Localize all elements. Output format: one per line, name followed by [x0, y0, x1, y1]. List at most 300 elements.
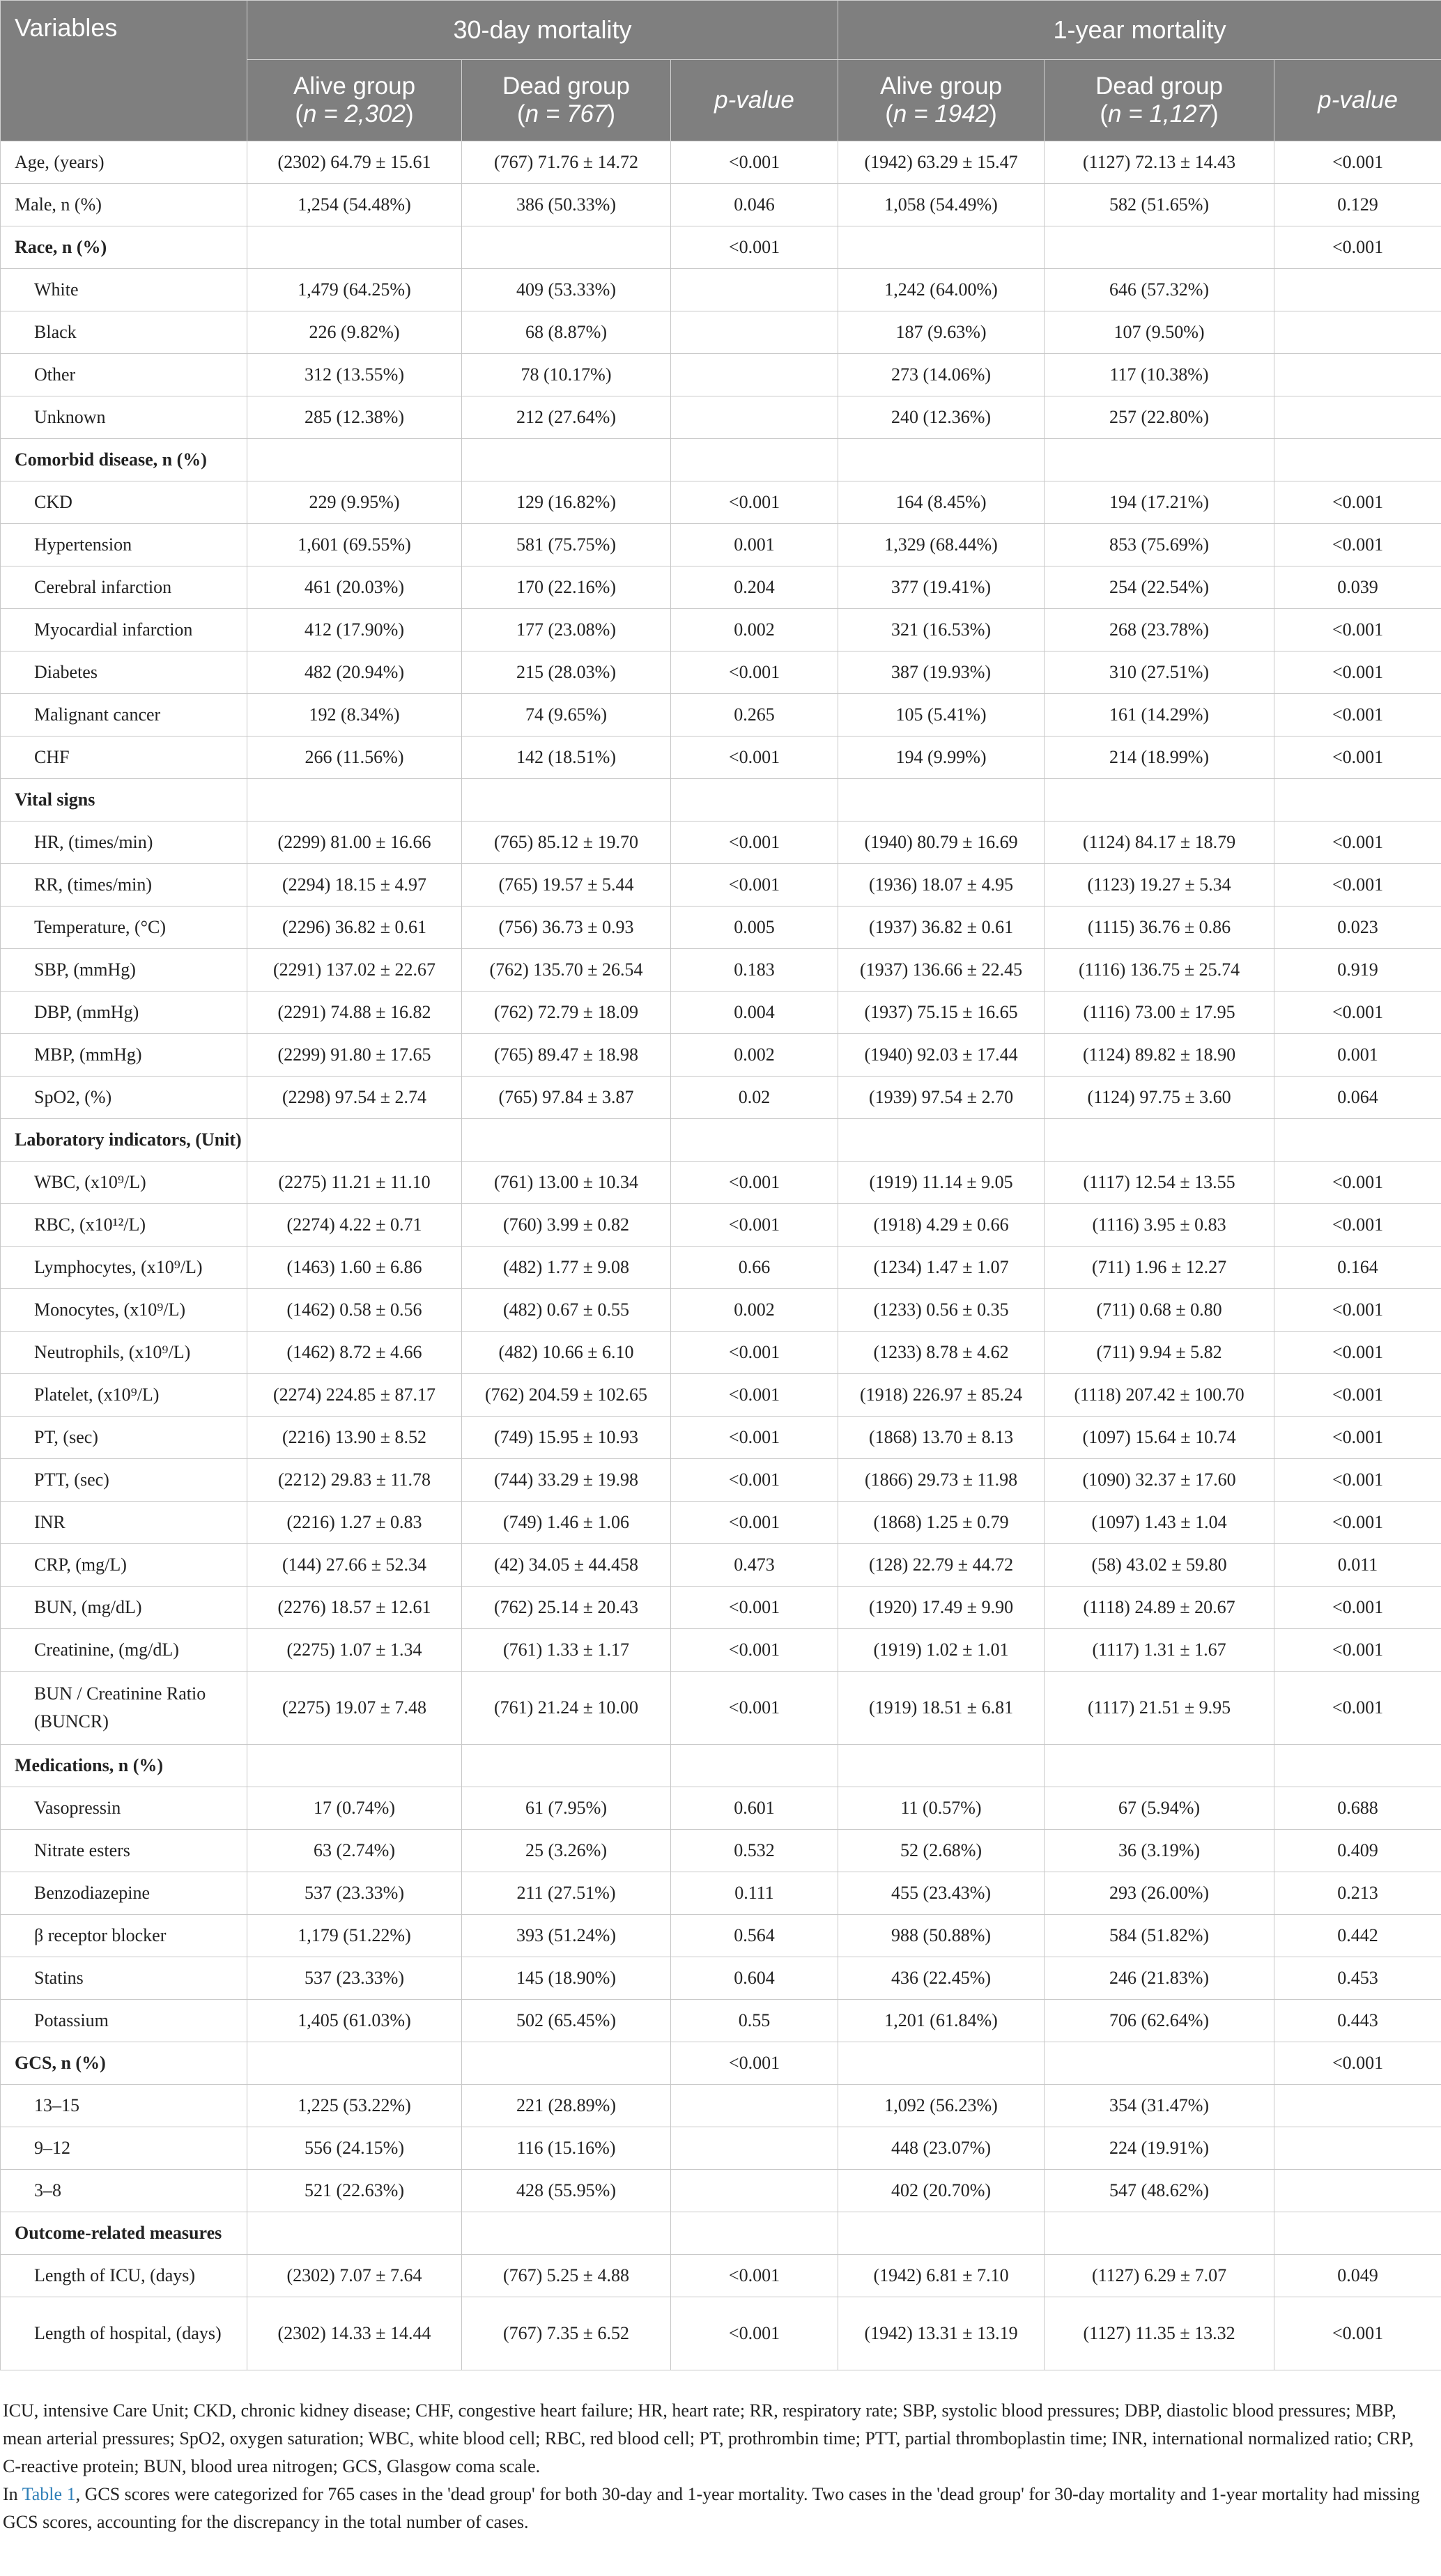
- value-cell: <0.001: [671, 1417, 838, 1459]
- section-row: [1, 779, 1441, 822]
- value-cell: 706 (62.64%): [1045, 2000, 1274, 2042]
- column-header: Dead group (n = 1,127): [1045, 60, 1274, 141]
- value-cell: 0.002: [671, 609, 838, 651]
- variable-label: MBP, (mmHg): [1, 1034, 247, 1077]
- value-cell: <0.001: [1274, 2042, 1441, 2085]
- variable-label: Hypertension: [1, 524, 247, 566]
- section-row: [1, 1119, 1441, 1162]
- value-cell: (765) 89.47 ± 18.98: [462, 1034, 671, 1077]
- table-row: [1, 1830, 1441, 1872]
- value-cell: 74 (9.65%): [462, 694, 671, 736]
- value-cell: <0.001: [1274, 2297, 1441, 2370]
- variable-label: Platelet, (x10⁹/L): [1, 1374, 247, 1417]
- value-cell: [838, 2042, 1045, 2085]
- value-cell: 0.443: [1274, 2000, 1441, 2042]
- variable-label: Unknown: [1, 396, 247, 439]
- section-row: [1, 1745, 1441, 1787]
- value-cell: (482) 1.77 ± 9.08: [462, 1247, 671, 1289]
- variable-label: CRP, (mg/L): [1, 1544, 247, 1587]
- table-row: [1, 1915, 1441, 1957]
- value-cell: 537 (23.33%): [247, 1872, 462, 1915]
- value-cell: <0.001: [1274, 822, 1441, 864]
- table-row: [1, 566, 1441, 609]
- table-row: [1, 907, 1441, 949]
- value-cell: <0.001: [1274, 651, 1441, 694]
- table-footnote: [0, 2370, 1431, 2536]
- value-cell: 0.55: [671, 2000, 838, 2042]
- value-cell: <0.001: [1274, 1459, 1441, 1502]
- value-cell: [671, 1745, 838, 1787]
- value-cell: (1937) 75.15 ± 16.65: [838, 992, 1045, 1034]
- value-cell: 521 (22.63%): [247, 2170, 462, 2212]
- value-cell: 0.442: [1274, 1915, 1441, 1957]
- value-cell: 1,479 (64.25%): [247, 269, 462, 311]
- table-row: [1, 2255, 1441, 2297]
- value-cell: 25 (3.26%): [462, 1830, 671, 1872]
- value-cell: 584 (51.82%): [1045, 1915, 1274, 1957]
- value-cell: [1045, 226, 1274, 269]
- value-cell: 393 (51.24%): [462, 1915, 671, 1957]
- value-cell: (1124) 89.82 ± 18.90: [1045, 1034, 1274, 1077]
- variable-label: Length of hospital, (days): [1, 2297, 247, 2370]
- value-cell: 215 (28.03%): [462, 651, 671, 694]
- value-cell: (42) 34.05 ± 44.458: [462, 1544, 671, 1587]
- value-cell: 1,179 (51.22%): [247, 1915, 462, 1957]
- table-row: [1, 311, 1441, 354]
- value-cell: (711) 9.94 ± 5.82: [1045, 1332, 1274, 1374]
- value-cell: (749) 1.46 ± 1.06: [462, 1502, 671, 1544]
- value-cell: 556 (24.15%): [247, 2127, 462, 2170]
- value-cell: (1942) 63.29 ± 15.47: [838, 141, 1045, 184]
- value-cell: (1127) 72.13 ± 14.43: [1045, 141, 1274, 184]
- value-cell: 285 (12.38%): [247, 396, 462, 439]
- table-row: [1, 736, 1441, 779]
- value-cell: (1463) 1.60 ± 6.86: [247, 1247, 462, 1289]
- value-cell: 0.002: [671, 1289, 838, 1332]
- value-cell: 61 (7.95%): [462, 1787, 671, 1830]
- value-cell: <0.001: [1274, 1417, 1441, 1459]
- value-cell: 412 (17.90%): [247, 609, 462, 651]
- value-cell: 0.564: [671, 1915, 838, 1957]
- value-cell: (1118) 24.89 ± 20.67: [1045, 1587, 1274, 1629]
- value-cell: (1090) 32.37 ± 17.60: [1045, 1459, 1274, 1502]
- value-cell: 461 (20.03%): [247, 566, 462, 609]
- value-cell: <0.001: [671, 141, 838, 184]
- value-cell: [1274, 2085, 1441, 2127]
- value-cell: (767) 7.35 ± 6.52: [462, 2297, 671, 2370]
- variable-label: Neutrophils, (x10⁹/L): [1, 1332, 247, 1374]
- value-cell: [247, 2212, 462, 2255]
- value-cell: 187 (9.63%): [838, 311, 1045, 354]
- value-cell: (1233) 8.78 ± 4.62: [838, 1332, 1045, 1374]
- variable-label: RBC, (x10¹²/L): [1, 1204, 247, 1247]
- value-cell: 0.601: [671, 1787, 838, 1830]
- value-cell: (2302) 7.07 ± 7.64: [247, 2255, 462, 2297]
- value-cell: <0.001: [671, 2297, 838, 2370]
- value-cell: (1462) 8.72 ± 4.66: [247, 1332, 462, 1374]
- value-cell: (1918) 226.97 ± 85.24: [838, 1374, 1045, 1417]
- variable-label: Male, n (%): [1, 184, 247, 226]
- value-cell: [1274, 2212, 1441, 2255]
- table-row: [1, 2000, 1441, 2042]
- value-cell: 310 (27.51%): [1045, 651, 1274, 694]
- value-cell: (767) 5.25 ± 4.88: [462, 2255, 671, 2297]
- table-row: [1, 1787, 1441, 1830]
- value-cell: [247, 226, 462, 269]
- value-cell: (1936) 18.07 ± 4.95: [838, 864, 1045, 907]
- value-cell: 386 (50.33%): [462, 184, 671, 226]
- value-cell: 0.011: [1274, 1544, 1441, 1587]
- value-cell: [1274, 1745, 1441, 1787]
- table-row: [1, 651, 1441, 694]
- table-row: [1, 1247, 1441, 1289]
- variable-label: Comorbid disease, n (%): [1, 439, 247, 481]
- value-cell: 377 (19.41%): [838, 566, 1045, 609]
- value-cell: 455 (23.43%): [838, 1872, 1045, 1915]
- value-cell: 293 (26.00%): [1045, 1872, 1274, 1915]
- value-cell: [1045, 2212, 1274, 2255]
- value-cell: (711) 1.96 ± 12.27: [1045, 1247, 1274, 1289]
- value-cell: (1919) 11.14 ± 9.05: [838, 1162, 1045, 1204]
- value-cell: <0.001: [671, 2255, 838, 2297]
- section-row: [1, 2042, 1441, 2085]
- value-cell: [838, 1745, 1045, 1787]
- table-row: [1, 1034, 1441, 1077]
- value-cell: [462, 439, 671, 481]
- value-cell: [671, 2127, 838, 2170]
- variable-label: Myocardial infarction: [1, 609, 247, 651]
- value-cell: 988 (50.88%): [838, 1915, 1045, 1957]
- variable-label: WBC, (x10⁹/L): [1, 1162, 247, 1204]
- value-cell: 0.473: [671, 1544, 838, 1587]
- variable-label: 3–8: [1, 2170, 247, 2212]
- value-cell: (2299) 81.00 ± 16.66: [247, 822, 462, 864]
- value-cell: 448 (23.07%): [838, 2127, 1045, 2170]
- table-row: [1, 1957, 1441, 2000]
- value-cell: [671, 779, 838, 822]
- value-cell: 0.453: [1274, 1957, 1441, 2000]
- value-cell: 142 (18.51%): [462, 736, 671, 779]
- table-row: [1, 822, 1441, 864]
- value-cell: 409 (53.33%): [462, 269, 671, 311]
- value-cell: [671, 2170, 838, 2212]
- variable-label: Age, (years): [1, 141, 247, 184]
- value-cell: 117 (10.38%): [1045, 354, 1274, 396]
- value-cell: (2291) 137.02 ± 22.67: [247, 949, 462, 992]
- value-cell: 226 (9.82%): [247, 311, 462, 354]
- value-cell: (711) 0.68 ± 0.80: [1045, 1289, 1274, 1332]
- value-cell: (482) 10.66 ± 6.10: [462, 1332, 671, 1374]
- value-cell: <0.001: [1274, 864, 1441, 907]
- value-cell: (1124) 84.17 ± 18.79: [1045, 822, 1274, 864]
- table-row: [1, 949, 1441, 992]
- value-cell: <0.001: [1274, 481, 1441, 524]
- value-cell: <0.001: [1274, 736, 1441, 779]
- value-cell: 853 (75.69%): [1045, 524, 1274, 566]
- value-cell: 387 (19.93%): [838, 651, 1045, 694]
- value-cell: 268 (23.78%): [1045, 609, 1274, 651]
- table-row: [1, 2127, 1441, 2170]
- value-cell: [838, 2212, 1045, 2255]
- value-cell: 0.002: [671, 1034, 838, 1077]
- value-cell: 502 (65.45%): [462, 2000, 671, 2042]
- value-cell: <0.001: [671, 1332, 838, 1374]
- section-row: [1, 439, 1441, 481]
- value-cell: (2216) 13.90 ± 8.52: [247, 1417, 462, 1459]
- value-cell: 229 (9.95%): [247, 481, 462, 524]
- value-cell: [1045, 2042, 1274, 2085]
- table-row: [1, 1374, 1441, 1417]
- value-cell: 0.064: [1274, 1077, 1441, 1119]
- value-cell: [671, 269, 838, 311]
- group-header-1-year: 1-year mortality: [838, 1, 1441, 60]
- value-cell: 0.688: [1274, 1787, 1441, 1830]
- variable-label: Malignant cancer: [1, 694, 247, 736]
- value-cell: 221 (28.89%): [462, 2085, 671, 2127]
- value-cell: 0.005: [671, 907, 838, 949]
- value-cell: (762) 204.59 ± 102.65: [462, 1374, 671, 1417]
- table-row: [1, 2085, 1441, 2127]
- value-cell: 0.409: [1274, 1830, 1441, 1872]
- value-cell: [1274, 2170, 1441, 2212]
- value-cell: 161 (14.29%): [1045, 694, 1274, 736]
- value-cell: 0.604: [671, 1957, 838, 2000]
- value-cell: <0.001: [1274, 1289, 1441, 1332]
- value-cell: <0.001: [671, 2042, 838, 2085]
- value-cell: (1942) 6.81 ± 7.10: [838, 2255, 1045, 2297]
- value-cell: (761) 1.33 ± 1.17: [462, 1629, 671, 1672]
- value-cell: <0.001: [1274, 524, 1441, 566]
- value-cell: (1919) 1.02 ± 1.01: [838, 1629, 1045, 1672]
- value-cell: (761) 21.24 ± 10.00: [462, 1672, 671, 1745]
- value-cell: (1233) 0.56 ± 0.35: [838, 1289, 1045, 1332]
- value-cell: (1116) 3.95 ± 0.83: [1045, 1204, 1274, 1247]
- value-cell: 1,405 (61.03%): [247, 2000, 462, 2042]
- value-cell: 214 (18.99%): [1045, 736, 1274, 779]
- value-cell: (760) 3.99 ± 0.82: [462, 1204, 671, 1247]
- value-cell: (1097) 15.64 ± 10.74: [1045, 1417, 1274, 1459]
- table-row: [1, 609, 1441, 651]
- section-row: [1, 2212, 1441, 2255]
- value-cell: 0.919: [1274, 949, 1441, 992]
- value-cell: 646 (57.32%): [1045, 269, 1274, 311]
- value-cell: [1045, 779, 1274, 822]
- column-header: Dead group (n = 767): [462, 60, 671, 141]
- value-cell: [671, 396, 838, 439]
- variable-label: CHF: [1, 736, 247, 779]
- value-cell: (1117) 21.51 ± 9.95: [1045, 1672, 1274, 1745]
- variable-label: White: [1, 269, 247, 311]
- value-cell: [247, 779, 462, 822]
- value-cell: (1127) 11.35 ± 13.32: [1045, 2297, 1274, 2370]
- value-cell: 0.265: [671, 694, 838, 736]
- value-cell: (756) 36.73 ± 0.93: [462, 907, 671, 949]
- value-cell: (2276) 18.57 ± 12.61: [247, 1587, 462, 1629]
- value-cell: (1940) 80.79 ± 16.69: [838, 822, 1045, 864]
- value-cell: [1274, 269, 1441, 311]
- value-cell: 224 (19.91%): [1045, 2127, 1274, 2170]
- value-cell: 107 (9.50%): [1045, 311, 1274, 354]
- value-cell: [247, 1745, 462, 1787]
- value-cell: (762) 135.70 ± 26.54: [462, 949, 671, 992]
- table-row: [1, 269, 1441, 311]
- variable-label: Potassium: [1, 2000, 247, 2042]
- value-cell: (2274) 4.22 ± 0.71: [247, 1204, 462, 1247]
- value-cell: (765) 19.57 ± 5.44: [462, 864, 671, 907]
- variable-label: Diabetes: [1, 651, 247, 694]
- value-cell: <0.001: [1274, 1629, 1441, 1672]
- value-cell: (2294) 18.15 ± 4.97: [247, 864, 462, 907]
- value-cell: 17 (0.74%): [247, 1787, 462, 1830]
- value-cell: [1045, 1745, 1274, 1787]
- table-row: [1, 1417, 1441, 1459]
- value-cell: 1,254 (54.48%): [247, 184, 462, 226]
- variable-label: β receptor blocker: [1, 1915, 247, 1957]
- variable-label: BUN, (mg/dL): [1, 1587, 247, 1629]
- group-header-30-day: 30-day mortality: [247, 1, 838, 60]
- value-cell: 547 (48.62%): [1045, 2170, 1274, 2212]
- value-cell: <0.001: [671, 1204, 838, 1247]
- value-cell: (1920) 17.49 ± 9.90: [838, 1587, 1045, 1629]
- value-cell: <0.001: [671, 822, 838, 864]
- value-cell: (2275) 11.21 ± 11.10: [247, 1162, 462, 1204]
- table-row: [1, 1332, 1441, 1374]
- value-cell: [1045, 439, 1274, 481]
- value-cell: [1274, 1119, 1441, 1162]
- value-cell: 177 (23.08%): [462, 609, 671, 651]
- value-cell: [838, 226, 1045, 269]
- table-row: [1, 992, 1441, 1034]
- value-cell: (1116) 73.00 ± 17.95: [1045, 992, 1274, 1034]
- value-cell: (2274) 224.85 ± 87.17: [247, 1374, 462, 1417]
- value-cell: 116 (15.16%): [462, 2127, 671, 2170]
- value-cell: 1,242 (64.00%): [838, 269, 1045, 311]
- variable-label: CKD: [1, 481, 247, 524]
- table-row: [1, 1459, 1441, 1502]
- value-cell: (144) 27.66 ± 52.34: [247, 1544, 462, 1587]
- value-cell: (765) 97.84 ± 3.87: [462, 1077, 671, 1119]
- value-cell: 1,601 (69.55%): [247, 524, 462, 566]
- value-cell: 36 (3.19%): [1045, 1830, 1274, 1872]
- variable-label: SBP, (mmHg): [1, 949, 247, 992]
- value-cell: <0.001: [671, 226, 838, 269]
- abbreviations-note: ICU, intensive Care Unit; CKD, chronic kidney disease; CHF, congestive heart failure; HR, heart rate; RR, respiratory rate; SBP, systolic blood pressures; DBP, diastolic blood pressures; MBP, mean arterial pressures; SpO2, oxygen saturation; WBC, white blood cell; RBC, red blood cell; PT, prothrombin time; PTT, partial thromboplastin time; INR, international normalized ratio; CRP, C-reactive protein; BUN, blood urea nitrogen; GCS, Glasgow coma scale.: [3, 2400, 1414, 2476]
- value-cell: (128) 22.79 ± 44.72: [838, 1544, 1045, 1587]
- value-cell: [838, 439, 1045, 481]
- value-cell: [462, 226, 671, 269]
- variable-label: GCS, n (%): [1, 2042, 247, 2085]
- variable-label: INR: [1, 1502, 247, 1544]
- value-cell: 436 (22.45%): [838, 1957, 1045, 2000]
- value-cell: [1274, 396, 1441, 439]
- variable-label: Monocytes, (x10⁹/L): [1, 1289, 247, 1332]
- value-cell: (2302) 14.33 ± 14.44: [247, 2297, 462, 2370]
- value-cell: 402 (20.70%): [838, 2170, 1045, 2212]
- value-cell: 1,201 (61.84%): [838, 2000, 1045, 2042]
- value-cell: 0.001: [1274, 1034, 1441, 1077]
- value-cell: (1918) 4.29 ± 0.66: [838, 1204, 1045, 1247]
- value-cell: 194 (17.21%): [1045, 481, 1274, 524]
- value-cell: (482) 0.67 ± 0.55: [462, 1289, 671, 1332]
- value-cell: <0.001: [671, 1502, 838, 1544]
- value-cell: <0.001: [1274, 1162, 1441, 1204]
- value-cell: <0.001: [1274, 1672, 1441, 1745]
- value-cell: [671, 311, 838, 354]
- table-row: [1, 864, 1441, 907]
- variable-label: 13–15: [1, 2085, 247, 2127]
- value-cell: [247, 2042, 462, 2085]
- variable-label: RR, (times/min): [1, 864, 247, 907]
- value-cell: 273 (14.06%): [838, 354, 1045, 396]
- value-cell: <0.001: [1274, 1204, 1441, 1247]
- variable-label: PT, (sec): [1, 1417, 247, 1459]
- variable-label: Race, n (%): [1, 226, 247, 269]
- value-cell: 0.111: [671, 1872, 838, 1915]
- table-row: [1, 1162, 1441, 1204]
- value-cell: (762) 25.14 ± 20.43: [462, 1587, 671, 1629]
- value-cell: <0.001: [1274, 694, 1441, 736]
- value-cell: <0.001: [1274, 609, 1441, 651]
- value-cell: 0.001: [671, 524, 838, 566]
- variable-label: Vasopressin: [1, 1787, 247, 1830]
- value-cell: 1,225 (53.22%): [247, 2085, 462, 2127]
- value-cell: 67 (5.94%): [1045, 1787, 1274, 1830]
- value-cell: 0.039: [1274, 566, 1441, 609]
- table-body: [1, 141, 1441, 2370]
- value-cell: 266 (11.56%): [247, 736, 462, 779]
- variable-label: 9–12: [1, 2127, 247, 2170]
- value-cell: (58) 43.02 ± 59.80: [1045, 1544, 1274, 1587]
- section-row: [1, 226, 1441, 269]
- value-cell: 78 (10.17%): [462, 354, 671, 396]
- table-1-link[interactable]: Table 1: [22, 2484, 76, 2504]
- value-cell: [462, 2212, 671, 2255]
- value-cell: (1127) 6.29 ± 7.07: [1045, 2255, 1274, 2297]
- value-cell: (765) 85.12 ± 19.70: [462, 822, 671, 864]
- value-cell: 0.004: [671, 992, 838, 1034]
- variable-label: HR, (times/min): [1, 822, 247, 864]
- variable-label: BUN / Creatinine Ratio (BUNCR): [1, 1672, 247, 1745]
- variable-label: Outcome-related measures: [1, 2212, 247, 2255]
- variable-label: Vital signs: [1, 779, 247, 822]
- value-cell: <0.001: [1274, 1502, 1441, 1544]
- value-cell: 164 (8.45%): [838, 481, 1045, 524]
- value-cell: (1939) 97.54 ± 2.70: [838, 1077, 1045, 1119]
- value-cell: <0.001: [1274, 1374, 1441, 1417]
- value-cell: 482 (20.94%): [247, 651, 462, 694]
- value-cell: [462, 779, 671, 822]
- value-cell: <0.001: [671, 736, 838, 779]
- value-cell: (2296) 36.82 ± 0.61: [247, 907, 462, 949]
- variable-label: PTT, (sec): [1, 1459, 247, 1502]
- value-cell: <0.001: [671, 1459, 838, 1502]
- value-cell: 129 (16.82%): [462, 481, 671, 524]
- value-cell: 1,058 (54.49%): [838, 184, 1045, 226]
- value-cell: (1118) 207.42 ± 100.70: [1045, 1374, 1274, 1417]
- variable-label: Nitrate esters: [1, 1830, 247, 1872]
- table-row: [1, 1544, 1441, 1587]
- value-cell: 581 (75.75%): [462, 524, 671, 566]
- value-cell: <0.001: [1274, 992, 1441, 1034]
- value-cell: 0.129: [1274, 184, 1441, 226]
- value-cell: (1940) 92.03 ± 17.44: [838, 1034, 1045, 1077]
- value-cell: 0.183: [671, 949, 838, 992]
- table-row: [1, 1289, 1441, 1332]
- value-cell: [1274, 779, 1441, 822]
- value-cell: 321 (16.53%): [838, 609, 1045, 651]
- variable-label: Black: [1, 311, 247, 354]
- value-cell: 194 (9.99%): [838, 736, 1045, 779]
